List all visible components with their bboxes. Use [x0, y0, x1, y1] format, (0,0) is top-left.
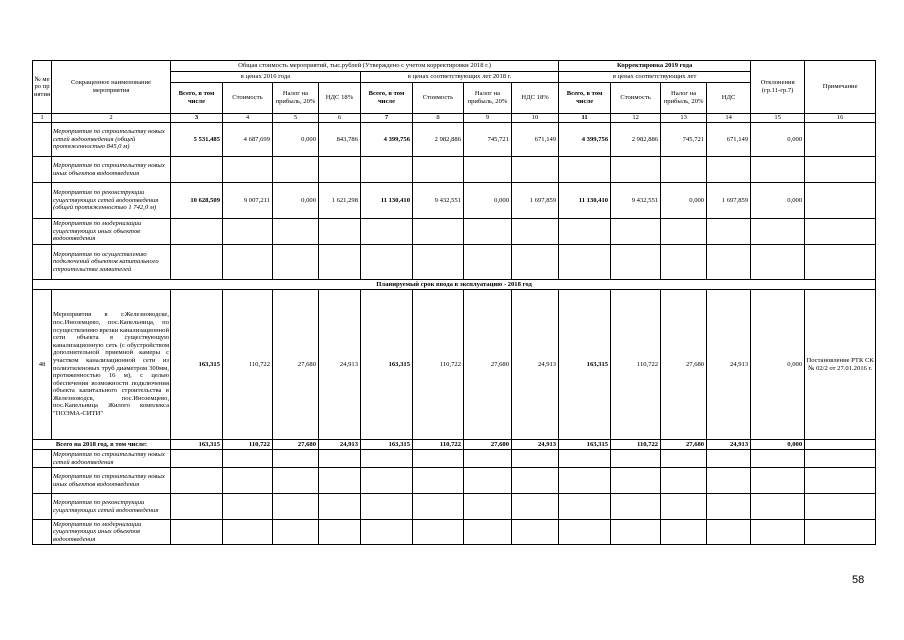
- cell-value: 745,721: [661, 123, 707, 157]
- cell-value: 27,680: [464, 290, 512, 440]
- cell-value: 0,000: [751, 123, 805, 157]
- cell-value: 0,000: [273, 183, 319, 219]
- cell-value: 163,315: [171, 440, 223, 450]
- cell-value: 2 982,886: [611, 123, 661, 157]
- cell-value: 0,000: [273, 123, 319, 157]
- column-number: 8: [413, 114, 464, 123]
- row-number: 48: [33, 290, 52, 440]
- column-number: 4: [223, 114, 273, 123]
- cell-value: 27,680: [661, 290, 707, 440]
- tariff-table: [32, 60, 876, 545]
- cell-value: 11 130,410: [361, 183, 413, 219]
- cell-value: 163,315: [559, 440, 611, 450]
- cell-value: 163,315: [171, 290, 223, 440]
- cell-value: 4 399,756: [361, 123, 413, 157]
- cell-value: 24,913: [319, 440, 361, 450]
- table-row: [33, 245, 876, 280]
- column-number: 5: [273, 114, 319, 123]
- cell-value: 110,722: [223, 290, 273, 440]
- cell-value: 27,680: [464, 440, 512, 450]
- header-cost: Стоимость: [223, 83, 273, 114]
- header-name: Сокращенное наименование мероприятия: [52, 61, 171, 114]
- cell-value: 24,913: [512, 290, 559, 440]
- cell-value: 24,913: [707, 290, 751, 440]
- row-note: Постановление РТК СК № 02/2 от 27.01.2016 г.: [805, 290, 876, 440]
- cell-value: 1 621,298: [319, 183, 361, 219]
- total-label: Всего на 2018 год, в том числе:: [33, 440, 171, 450]
- cell-value: 27,680: [273, 290, 319, 440]
- row-name: Мероприятия в г.Железноводске, пос.Иноземцево, пос.Капельница, по осуществлению врезки канализационной сети объекта в существующую канализационную сеть (с обустройством дополнительной приемной камеры с участком канализационной сети из полиэтиленовых труб диаметром 300мм, протяженностью 16 м), с целью обеспечения возможности подключения объекта капитального строительства в Железноводск, пос.Иноземцево, пос.Капельница Жилого комплекса "ПОЭМА-СИТИ": [52, 290, 171, 440]
- cell-value: 843,786: [319, 123, 361, 157]
- cell-value: 0,000: [751, 183, 805, 219]
- row-name: Мероприятия по строительству новых сетей водоотведения: [52, 450, 171, 468]
- column-number: 14: [707, 114, 751, 123]
- cell-value: 0,000: [751, 440, 805, 450]
- cell-value: 1 697,859: [512, 183, 559, 219]
- cell-value: 0,000: [661, 183, 707, 219]
- header-total: Всего, в том числе: [171, 83, 223, 114]
- table-row: [33, 520, 876, 545]
- cell-value: 110,722: [413, 290, 464, 440]
- header-vat: НДС 18%: [319, 83, 361, 114]
- row-name: Мероприятия по модернизации существующих иных объектов водоотведения: [52, 219, 171, 245]
- cell-value: 0,000: [751, 290, 805, 440]
- column-number: 9: [464, 114, 512, 123]
- row-name: Мероприятия по строительству новых иных объектов водоотведения: [52, 468, 171, 494]
- table-row: [33, 450, 876, 468]
- header-tax: Налог на прибыль, 20%: [273, 83, 319, 114]
- cell-value: 9 007,211: [223, 183, 273, 219]
- cell-value: 110,722: [611, 440, 661, 450]
- header-note: Примечание: [805, 61, 876, 114]
- header-prices-years: в ценах соответствующих лет: [559, 72, 751, 83]
- cell-value: 11 130,410: [559, 183, 611, 219]
- cell-value: 24,913: [707, 440, 751, 450]
- column-number: 10: [512, 114, 559, 123]
- column-number: 13: [661, 114, 707, 123]
- header-vat: НДС: [707, 83, 751, 114]
- header-vat: НДС 18%: [512, 83, 559, 114]
- header-prices-2018: в ценах соответствующих лет 2018 г.: [361, 72, 559, 83]
- table-row: [33, 123, 876, 157]
- row-name: Мероприятия по реконструкции существующих сетей водоотведения (общей протяженностью 1 742,0 м): [52, 183, 171, 219]
- row-name: Мероприятия по реконструкции существующих сетей водоотведения: [52, 494, 171, 520]
- row-name: Мероприятия по строительству новых сетей водоотведения (общей протяженностью 845,0 м): [52, 123, 171, 157]
- header-prices-2016: в ценах 2016 года: [171, 72, 361, 83]
- cell-value: 4 399,756: [559, 123, 611, 157]
- column-number: 6: [319, 114, 361, 123]
- cell-value: 5 531,485: [171, 123, 223, 157]
- cell-value: 4 687,699: [223, 123, 273, 157]
- header-total-cost: Общая стоимость мероприятий, тыс.рублей (Утверждено с учетом корректировки 2018 г.): [171, 61, 559, 72]
- column-number: 11: [559, 114, 611, 123]
- column-number: 3: [171, 114, 223, 123]
- header-tax: Налог на прибыль, 20%: [661, 83, 707, 114]
- cell-value: 27,680: [661, 440, 707, 450]
- cell-value: 110,722: [611, 290, 661, 440]
- header-cost: Стоимость: [413, 83, 464, 114]
- total-row: [33, 440, 876, 450]
- cell-value: 10 628,509: [171, 183, 223, 219]
- column-number: 1: [33, 114, 52, 123]
- table-row: [33, 468, 876, 494]
- cell-value: 671,149: [512, 123, 559, 157]
- column-numbers-row: [33, 114, 876, 123]
- cell-value: 24,913: [512, 440, 559, 450]
- row-name: Мероприятия по осуществлению подключений объектов капитального строительства заявителей: [52, 245, 171, 280]
- cell-value: 110,722: [223, 440, 273, 450]
- column-number: 7: [361, 114, 413, 123]
- table-row: [33, 183, 876, 219]
- cell-value: 2 982,886: [413, 123, 464, 157]
- table-row: [33, 494, 876, 520]
- table-row: [33, 290, 876, 440]
- cell-value: 0,000: [464, 183, 512, 219]
- header-tax: Налог на прибыль, 20%: [464, 83, 512, 114]
- header-total: Всего, в том числе: [361, 83, 413, 114]
- table-row: [33, 157, 876, 183]
- cell-value: 163,315: [559, 290, 611, 440]
- header-cost: Стоимость: [611, 83, 661, 114]
- column-number: 2: [52, 114, 171, 123]
- page-number: 58: [852, 574, 865, 586]
- cell-value: 9 432,551: [413, 183, 464, 219]
- column-number: 16: [805, 114, 876, 123]
- cell-value: 163,315: [361, 440, 413, 450]
- header-adjustment: Корректировка 2019 года: [559, 61, 751, 72]
- table-row: [33, 219, 876, 245]
- cell-value: 9 432,551: [611, 183, 661, 219]
- column-number: 12: [611, 114, 661, 123]
- cell-value: 745,721: [464, 123, 512, 157]
- row-name: Мероприятия по строительству новых иных объектов водоотведения: [52, 157, 171, 183]
- cell-value: 1 697,859: [707, 183, 751, 219]
- cell-value: 110,722: [413, 440, 464, 450]
- cell-value: 27,680: [273, 440, 319, 450]
- header-no: № ме ро пр иятия: [33, 61, 52, 114]
- row-name: Мероприятия по модернизации существующих иных объектов водоотведения: [52, 520, 171, 545]
- section-title: Планируемый срок ввода в эксплуатацию - 2018 год: [33, 280, 876, 290]
- column-number: 15: [751, 114, 805, 123]
- header-total: Всего, в том числе: [559, 83, 611, 114]
- header-deviation: Отклонения (гр.11-гр.7): [751, 61, 805, 114]
- cell-value: 24,913: [319, 290, 361, 440]
- cell-value: 671,149: [707, 123, 751, 157]
- cell-value: 163,315: [361, 290, 413, 440]
